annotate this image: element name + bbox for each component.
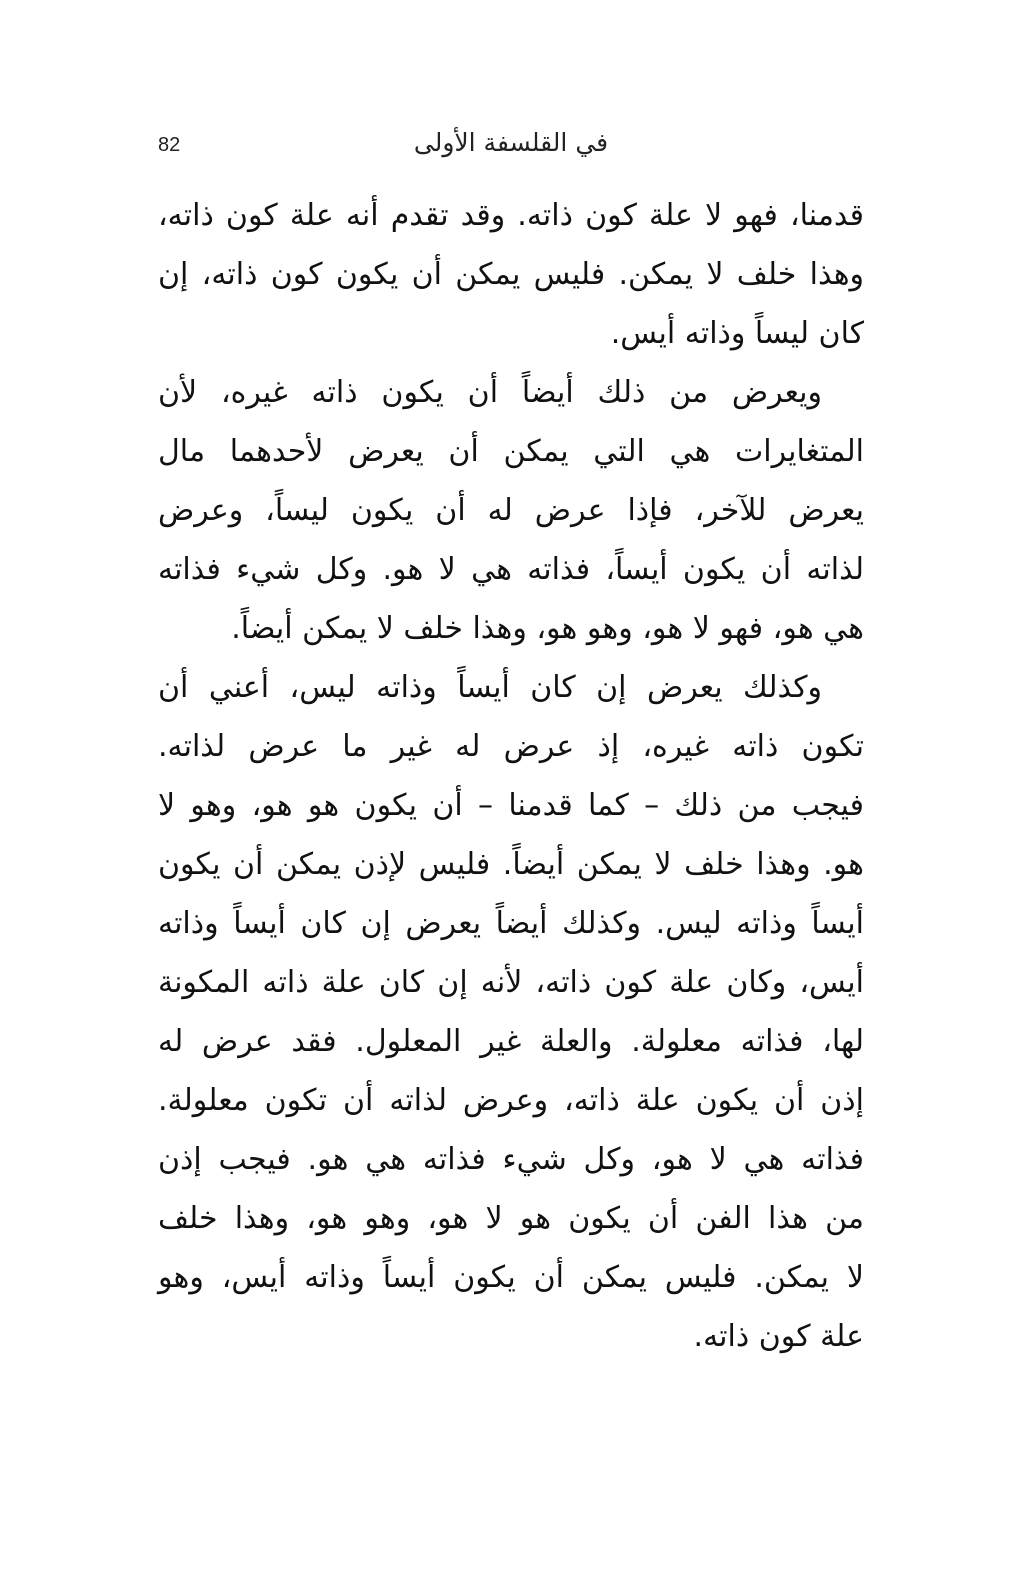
text-line: أيساً وذاته ليس. وكذلك أيضاً يعرض إن كان أيساً وذاته [158,906,864,941]
text-line: تكون ذاته غيره، إذ عرض له غير ما عرض لذاته. [158,729,864,764]
text-line: كان ليساً وذاته أيس. [610,316,864,351]
text-line: أيس، وكان علة كون ذاته، لأنه إن كان علة ذاته المكونة [158,965,864,1000]
text-line: لا يمكن. فليس يمكن أن يكون أيساً وذاته أيس، وهو [158,1260,864,1295]
body-text [158,186,864,1366]
text-line: لذاته أن يكون أيساً، فذاته هي لا هو. وكل شيء فذاته [158,552,864,587]
text-line: يعرض للآخر، فإذا عرض له أن يكون ليساً، وعرض [158,493,864,528]
page-number: 82 [158,134,181,156]
paragraph-first-line: ويعرض من ذلك أيضاً أن يكون ذاته غيره، لأن [158,375,822,410]
text-line: علة كون ذاته. [693,1319,864,1354]
text-line: هو. وهذا خلف لا يمكن أيضاً. فليس لإذن يمكن أن يكون [158,847,864,882]
text-line: هي هو، فهو لا هو، وهو هو، وهذا خلف لا يمكن أيضاً. [231,611,864,646]
text-line: قدمنا، فهو لا علة كون ذاته. وقد تقدم أنه علة كون ذاته، [158,198,864,233]
text-line: فيجب من ذلك – كما قدمنا – أن يكون هو هو، وهو لا [158,788,864,823]
text-line: المتغايرات هي التي يمكن أن يعرض لأحدهما مال [158,434,864,469]
page-header [158,128,864,168]
text-line: لها، فذاته معلولة. والعلة غير المعلول. فقد عرض له [158,1024,864,1059]
text-line: من هذا الفن أن يكون هو لا هو، وهو هو، وهذا خلف [158,1201,864,1236]
text-line: فذاته هي لا هو، وكل شيء فذاته هي هو. فيجب إذن [158,1142,864,1177]
paragraph-first-line: وكذلك يعرض إن كان أيساً وذاته ليس، أعني أن [158,670,822,705]
text-line: وهذا خلف لا يمكن. فليس يمكن أن يكون كون ذاته، إن [158,257,864,292]
text-line: إذن أن يكون علة ذاته، وعرض لذاته أن تكون معلولة. [158,1083,864,1118]
running-title: في القلسفة الأولى [413,128,609,157]
